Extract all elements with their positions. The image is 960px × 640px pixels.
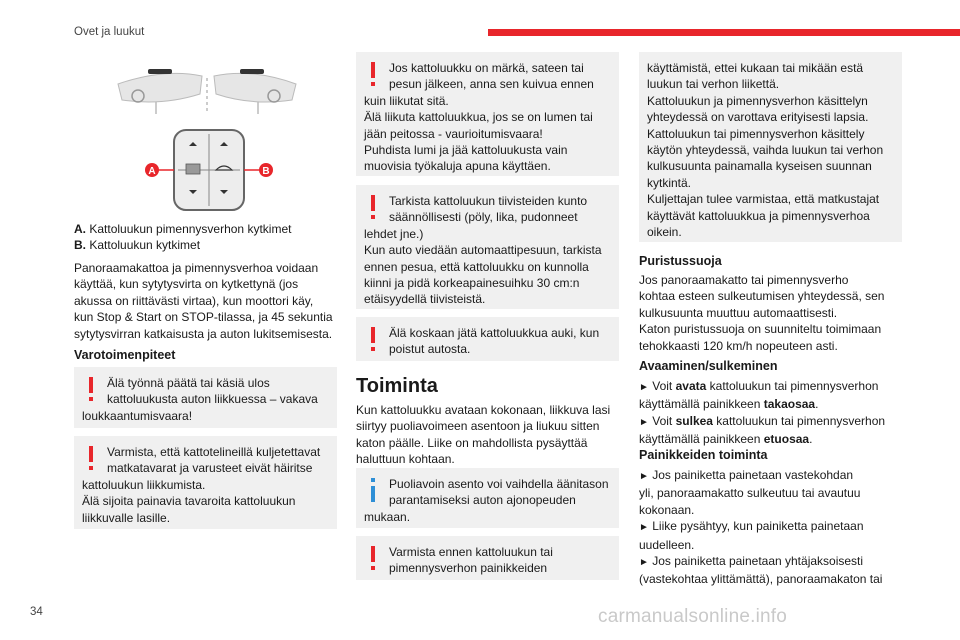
warning-line: käyttämistä, ettei kukaan tai mikään estä <box>647 61 864 75</box>
info-line: parantamiseksi auton ajonopeuden <box>389 493 576 508</box>
warning-box <box>356 317 619 361</box>
text: käyttämällä painikkeen <box>639 397 764 412</box>
close-line-1 <box>639 413 902 431</box>
watermark: carmanualsonline.info <box>598 606 788 627</box>
warning-line: loukkaantumisvaara! <box>82 408 193 423</box>
close-line-2 <box>639 431 902 447</box>
warning-box <box>74 367 337 428</box>
warning-line: lehdet jne.) <box>364 226 424 241</box>
open-close-heading: Avaaminen/sulkeminen <box>639 359 778 373</box>
intro-line: kun Stop & Start on STOP-tilassa, ja 45 sekuntia <box>74 310 333 325</box>
operation-line: katon päälle. Liike on mahdollista pysäyttää <box>356 435 588 450</box>
warning-icon <box>366 195 380 221</box>
warning-line: Kattoluukun ja pimennysverhon käsittelyn <box>647 93 868 108</box>
roof-switch-figure <box>112 66 302 216</box>
figure-legend <box>74 221 337 254</box>
info-line: mukaan. <box>364 509 411 524</box>
info-icon <box>366 478 380 504</box>
arrow-icon: ► <box>639 522 649 534</box>
operation-line: haluttuun kohtaan. <box>356 452 455 467</box>
warning-line: käyttävät kattoluukkua ja pimennysverhoa <box>647 208 870 223</box>
intro-line: akussa on riittävästi virtaa), kun moottori käy, <box>74 293 314 308</box>
warning-line: Varmista, että kattotelineillä kuljetettavat <box>107 445 321 459</box>
warning-line: Tarkista kattoluukun tiivisteiden kunto <box>389 194 588 208</box>
precautions-heading: Varotoimenpiteet <box>74 348 176 362</box>
warning-line: Puhdista lumi ja jää kattoluukusta vain <box>364 143 568 158</box>
antipinch-line: kulkusuunta muuttuu automaattisesti. <box>639 305 838 320</box>
text: Jos painiketta painetaan yhtäjaksoisesti <box>652 554 864 569</box>
intro-line: sytytysvirran katkaisusta ja auton lukitsemisesta. <box>74 326 333 341</box>
buttons-line <box>639 518 902 536</box>
warning-line: etäisyydellä tiivisteistä. <box>364 292 486 307</box>
warning-line: Kun auto viedään automaattipesuun, tarkista <box>364 243 602 258</box>
warning-line: pesun jälkeen, anna sen kuivua ennen <box>389 77 594 92</box>
antipinch-heading: Puristussuoja <box>639 254 722 268</box>
text: käyttämällä painikkeen <box>639 432 764 447</box>
arrow-icon: ► <box>639 471 649 482</box>
text: . <box>815 397 819 412</box>
legend-item-b <box>74 237 337 253</box>
warning-icon <box>366 327 380 353</box>
operation-paragraph <box>356 402 619 468</box>
warning-line: muovisia työkaluja apuna käyttäen. <box>364 159 551 174</box>
buttons-line: uudelleen. <box>639 537 695 552</box>
buttons-line: kokonaan. <box>639 502 695 517</box>
text: Jos painiketta painetaan vastekohdan <box>652 468 854 482</box>
open-line-2 <box>639 396 902 412</box>
antipinch-line: Katon puristussuoja on suunniteltu toimimaan <box>639 322 882 337</box>
warning-line: Älä liikuta kattoluukkua, jos se on lumen tai <box>364 110 593 125</box>
warning-line: kattoluukun liikkumista. <box>82 477 206 492</box>
page-number: 34 <box>30 606 43 618</box>
warning-line: säännöllisesti (pöly, lika, pudonneet <box>389 210 578 225</box>
text-bold: etuosaa <box>763 432 810 447</box>
legend-text-b: Kattoluukun kytkimet <box>89 238 201 253</box>
arrow-icon: ► <box>639 416 649 428</box>
text: Voit <box>652 413 676 428</box>
warning-box <box>356 52 619 176</box>
arrow-icon: ► <box>639 557 649 569</box>
operation-heading: Toiminta <box>356 375 438 397</box>
open-close-paragraph <box>639 378 902 448</box>
intro-line: käyttää, kun sytytysvirta on kytkettynä (jos <box>74 277 299 292</box>
text-bold: avata <box>675 379 707 393</box>
text: kattoluukun tai pimennysverhon <box>706 379 879 393</box>
text: . <box>809 432 813 447</box>
warning-line: Jos kattoluukku on märkä, sateen tai <box>389 61 584 75</box>
antipinch-line: kohtaa esteen sulkeutumisen yhteydessä, sen <box>639 289 885 304</box>
operation-line: Kun kattoluukku avataan kokonaan, liikkuva lasi <box>356 403 611 417</box>
warning-line: Älä työnnä päätä tai käsiä ulos <box>107 376 270 390</box>
text: kattoluukun tai pimennysverhon <box>712 413 886 428</box>
warning-icon <box>84 377 98 403</box>
header-title: Ovet ja luukut <box>74 26 145 38</box>
operation-line: siirtyy puoliavoimeen asentoon ja liukuu sitten <box>356 419 600 434</box>
warning-line: Älä sijoita painavia tavaroita kattoluukun <box>82 494 296 509</box>
warning-line: yhteydessä on varottava erityisesti lapsia. <box>647 110 869 125</box>
open-line-1 <box>639 378 902 396</box>
legend-key-a: A. <box>74 222 86 236</box>
warning-line: Kattoluukun tai pimennysverhon käsittely <box>647 126 865 141</box>
warning-line: pimennysverhon painikkeiden <box>389 561 548 576</box>
info-line: Puoliavoin asento voi vaihdella äänitason <box>389 477 609 491</box>
buttons-line <box>639 553 902 571</box>
warning-icon <box>84 446 98 472</box>
arrow-icon: ► <box>639 382 649 393</box>
antipinch-line: Jos panoraamakatto tai pimennysverho <box>639 273 849 287</box>
buttons-line: (vastekohtaa ylittämättä), panoraamakaton tai <box>639 572 883 587</box>
warning-line: jään peitossa - vaurioitumisvaara! <box>364 126 543 141</box>
buttons-heading: Painikkeiden toiminta <box>639 448 768 462</box>
legend-item-a <box>74 221 337 237</box>
intro-line: Panoraamakattoa ja pimennysverhoa voidaan <box>74 261 319 275</box>
warning-line: kuin liikutat sitä. <box>364 93 449 108</box>
buttons-line: yli, panoraamakatto sulkeutuu tai avautuu <box>639 486 861 501</box>
info-box <box>356 468 619 528</box>
buttons-paragraph <box>639 467 902 588</box>
warning-icon <box>366 62 380 88</box>
warning-icon <box>366 546 380 572</box>
figure-label-b: B <box>262 166 270 177</box>
warning-box <box>356 185 619 309</box>
warning-line: liikkuvalle lasille. <box>82 510 171 525</box>
warning-line: luukun tai verhon liikettä. <box>647 77 780 92</box>
antipinch-paragraph <box>639 272 902 354</box>
legend-text-a: Kattoluukun pimennysverhon kytkimet <box>89 222 292 236</box>
warning-line: poistut autosta. <box>389 342 471 357</box>
warning-line: Varmista ennen kattoluukun tai <box>389 545 553 559</box>
text-bold: sulkea <box>675 413 713 428</box>
legend-key-b: B. <box>74 238 86 253</box>
buttons-line <box>639 467 902 485</box>
warning-line: käytön yhteydessä, vaihda luukun tai verhon <box>647 143 884 158</box>
warning-line: kattoluukusta auton liikkuessa – vakava <box>107 392 318 407</box>
header-accent-bar <box>488 29 960 36</box>
warning-line: oikein. <box>647 225 682 240</box>
warning-line: matkatavarat ja varusteet eivät häiritse <box>107 461 313 476</box>
warning-line: ennen pesua, että kattoluukku on kunnolla <box>364 259 589 274</box>
warning-line: kytkintä. <box>647 175 692 190</box>
text-bold: takaosaa <box>763 397 816 412</box>
warning-box <box>356 536 619 580</box>
warning-box <box>74 436 337 529</box>
warning-line: Älä koskaan jätä kattoluukkua auki, kun <box>389 326 600 340</box>
figure-label-a: A <box>148 166 156 177</box>
text: Liike pysähtyy, kun painiketta painetaan <box>652 519 864 534</box>
intro-paragraph <box>74 260 337 342</box>
text: Voit <box>652 379 676 393</box>
warning-line: Kuljettajan tulee varmistaa, että matkustajat <box>647 192 880 207</box>
warning-line: kiinni ja pidä korkeapainesuihku 30 cm:n <box>364 276 580 291</box>
warning-box-continued <box>639 52 902 242</box>
warning-line: kulkusuunta painamalla kyseisen suunnan <box>647 159 872 174</box>
antipinch-line: tehokkaasti 120 km/h nopeuteen asti. <box>639 338 838 353</box>
